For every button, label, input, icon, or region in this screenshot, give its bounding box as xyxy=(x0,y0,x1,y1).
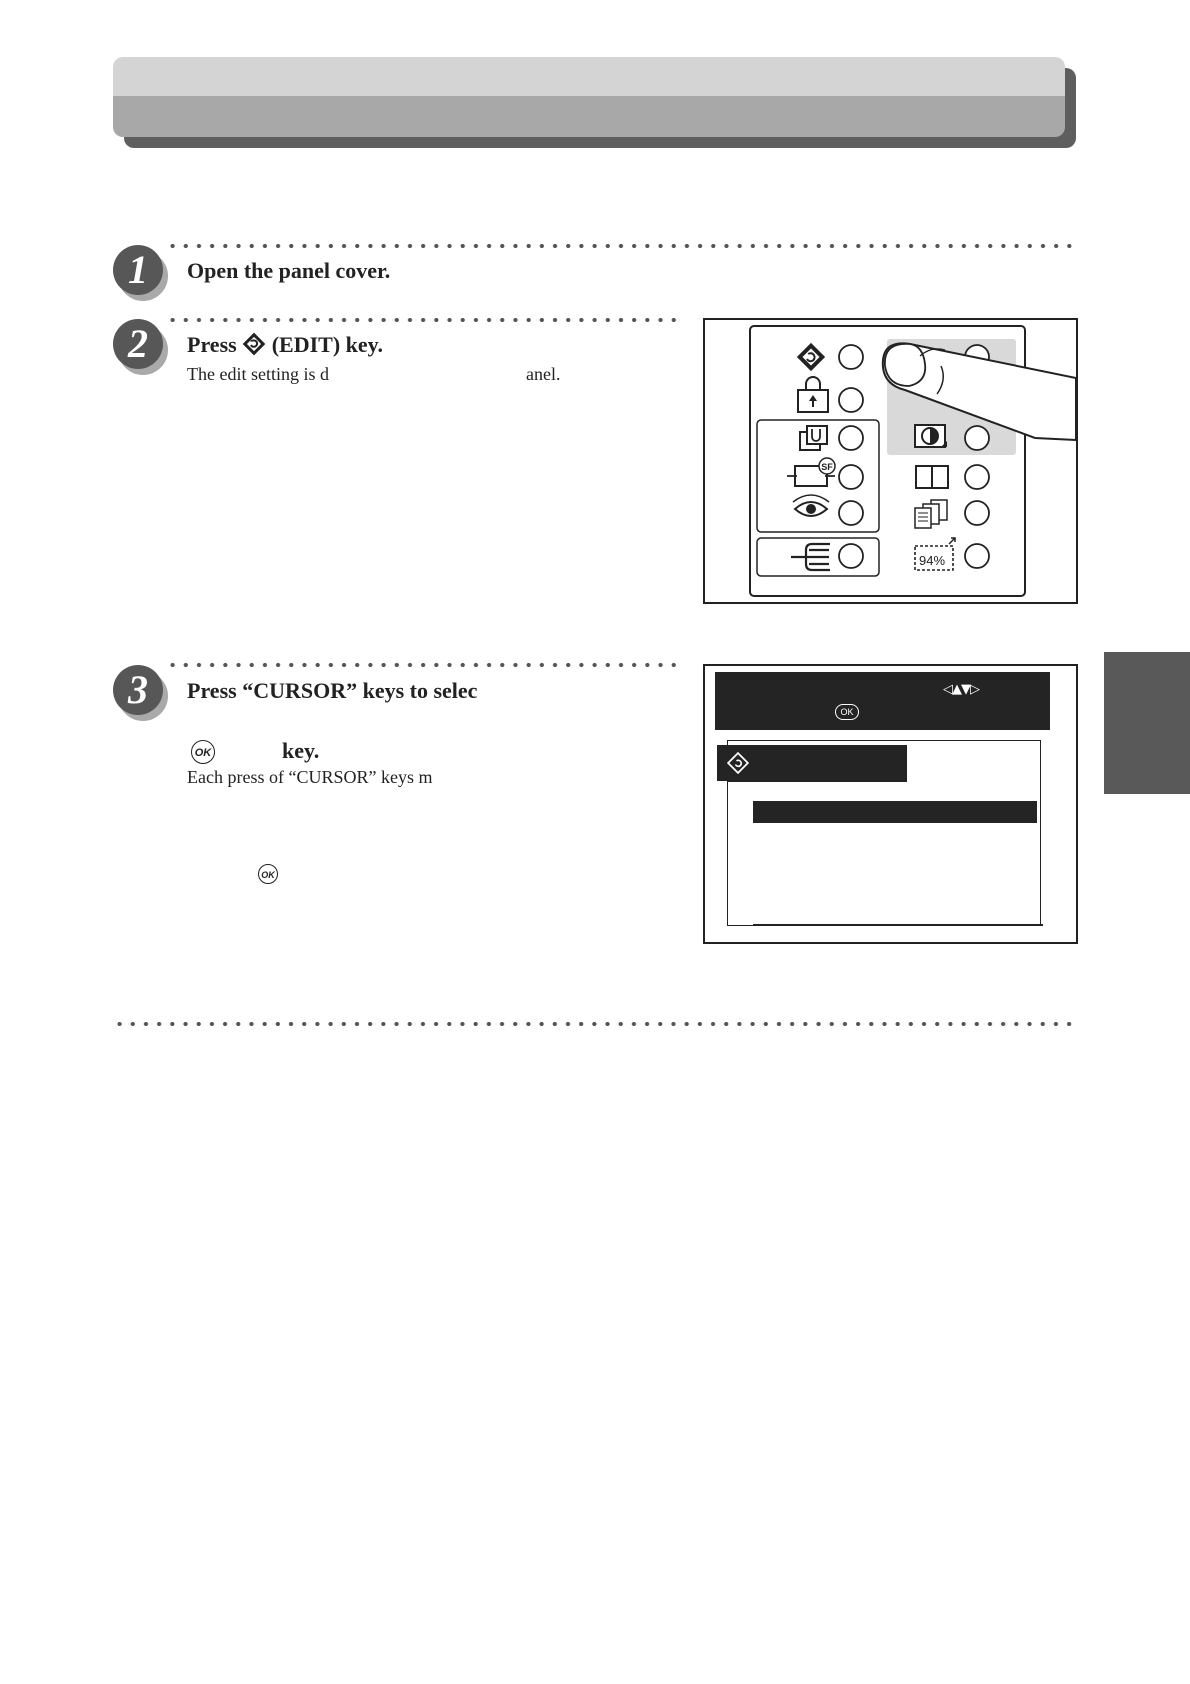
bottom-dotted-rule xyxy=(113,1022,1076,1026)
title-banner xyxy=(113,57,1065,137)
edit-icon xyxy=(727,752,749,774)
control-panel-figure xyxy=(703,318,1078,604)
step2-text-left: The edit setting is d xyxy=(187,364,329,384)
step3-text: Each press of “CURSOR” keys m xyxy=(187,767,433,787)
step3-key-label: key. xyxy=(282,738,320,763)
chapter-side-tab xyxy=(1104,652,1190,794)
ok-icon: OK xyxy=(835,704,859,720)
step2-dotted-rule xyxy=(166,318,682,322)
step3-title: Press “CURSOR” keys to selec xyxy=(187,678,478,703)
step3-dotted-rule xyxy=(166,663,682,667)
step2-title: Press (EDIT) key. xyxy=(187,332,383,357)
display-header xyxy=(715,672,1050,730)
step1-dotted-rule xyxy=(166,244,1076,248)
display-highlight-row xyxy=(753,801,1037,823)
display-tab xyxy=(717,745,907,781)
step-badge-2: 2 xyxy=(113,319,169,375)
step1-title: Open the panel cover. xyxy=(187,258,391,283)
size-label: 94% xyxy=(918,553,946,568)
ok-key-icon: OK xyxy=(191,740,215,764)
cursor-keys-icon: ◁▲▼▷ xyxy=(943,682,979,697)
control-panel-illustration xyxy=(705,320,1076,602)
step-badge-3: 3 xyxy=(113,665,169,721)
edit-icon xyxy=(242,332,266,356)
contrast-icon xyxy=(915,425,947,447)
step-badge-1: 1 xyxy=(113,245,169,301)
ok-key-icon-small: OK xyxy=(258,864,278,884)
display-panel-figure xyxy=(703,664,1078,944)
step2-text-right: anel. xyxy=(526,364,561,384)
svg-text:SF: SF xyxy=(821,462,833,472)
book-shadow-icon xyxy=(916,466,948,488)
